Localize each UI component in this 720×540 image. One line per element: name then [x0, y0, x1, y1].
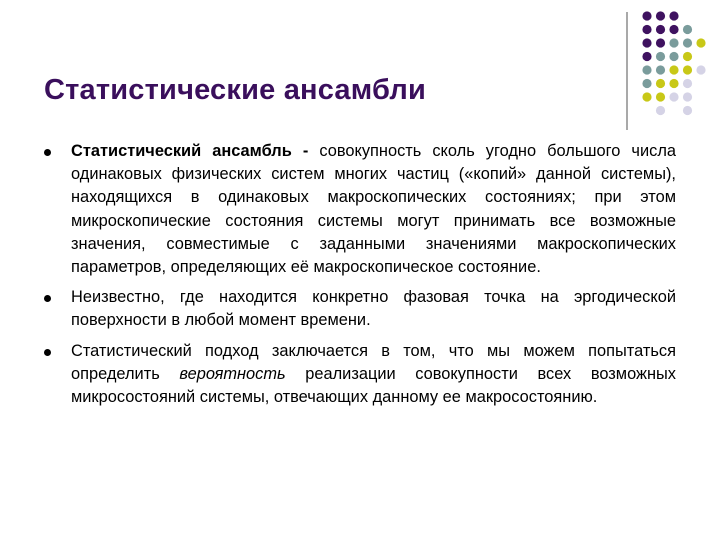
decor-dot-teal	[656, 52, 665, 61]
decor-dot-purple	[656, 25, 665, 34]
approach-text-after: реализации совокупности всех возможных микросостояний системы, отвечающих данному ее макросостоянию.	[71, 364, 676, 407]
decor-dot-lime	[656, 79, 665, 88]
bullet-marker	[44, 349, 51, 356]
slide-title: Статистические ансамбли	[44, 74, 427, 106]
dot-layer	[642, 11, 705, 115]
bullet-marker	[44, 149, 51, 156]
decor-dot-lime	[669, 65, 678, 74]
bullet-phase-point	[44, 286, 676, 332]
decor-dot-purple	[642, 38, 651, 47]
decor-dot-teal	[683, 25, 692, 34]
decor-dot-purple	[642, 25, 651, 34]
decor-dot-purple	[656, 38, 665, 47]
decor-dot-purple	[656, 11, 665, 20]
decor-dot-purple	[669, 25, 678, 34]
decor-dot-lime	[642, 92, 651, 101]
decor-dot-lime	[683, 65, 692, 74]
decor-dot-lavender	[696, 65, 705, 74]
decor-dot-lime	[669, 79, 678, 88]
bullet-definition	[44, 140, 676, 279]
decor-dot-purple	[642, 11, 651, 20]
decorative-dot-grid	[0, 0, 720, 130]
bullet-statistical-approach	[44, 340, 676, 410]
decor-dot-lavender	[683, 79, 692, 88]
decor-dot-purple	[642, 52, 651, 61]
decor-dot-lavender	[669, 92, 678, 101]
decor-dot-teal	[642, 79, 651, 88]
decor-dot-teal	[642, 65, 651, 74]
bullet-marker	[44, 295, 51, 302]
approach-emphasis: вероятность	[179, 364, 286, 383]
definition-term: Статистический ансамбль -	[71, 142, 309, 160]
decor-dot-teal	[683, 38, 692, 47]
decor-dot-purple	[669, 11, 678, 20]
approach-text-before: Статистический подход заключается в том, что мы можем попытаться определить	[71, 341, 676, 383]
decor-dot-teal	[669, 38, 678, 47]
decor-dot-lime	[696, 38, 705, 47]
definition-text: совокупность сколь угодно большого числа одинаковых физических систем многих частиц («копий» данной системы), находящихся в одинаковых макроскопических состояниях; при этом микроскопические состояния системы могут принимать все возможные значения, совместимые с заданными значениями макроскопических параметров, определяющих её макроскопическое состояние.	[71, 142, 676, 277]
decor-dot-lavender	[683, 92, 692, 101]
decor-dot-teal	[669, 52, 678, 61]
decor-dot-lavender	[683, 106, 692, 115]
decor-dot-lime	[656, 92, 665, 101]
phase-point-text: Неизвестно, где находится конкретно фазовая точка на эргодической поверхности в любой момент времени.	[71, 288, 676, 330]
decor-dot-lavender	[656, 106, 665, 115]
decor-dot-lime	[683, 52, 692, 61]
bullet-list	[44, 140, 676, 416]
decor-dot-teal	[656, 65, 665, 74]
